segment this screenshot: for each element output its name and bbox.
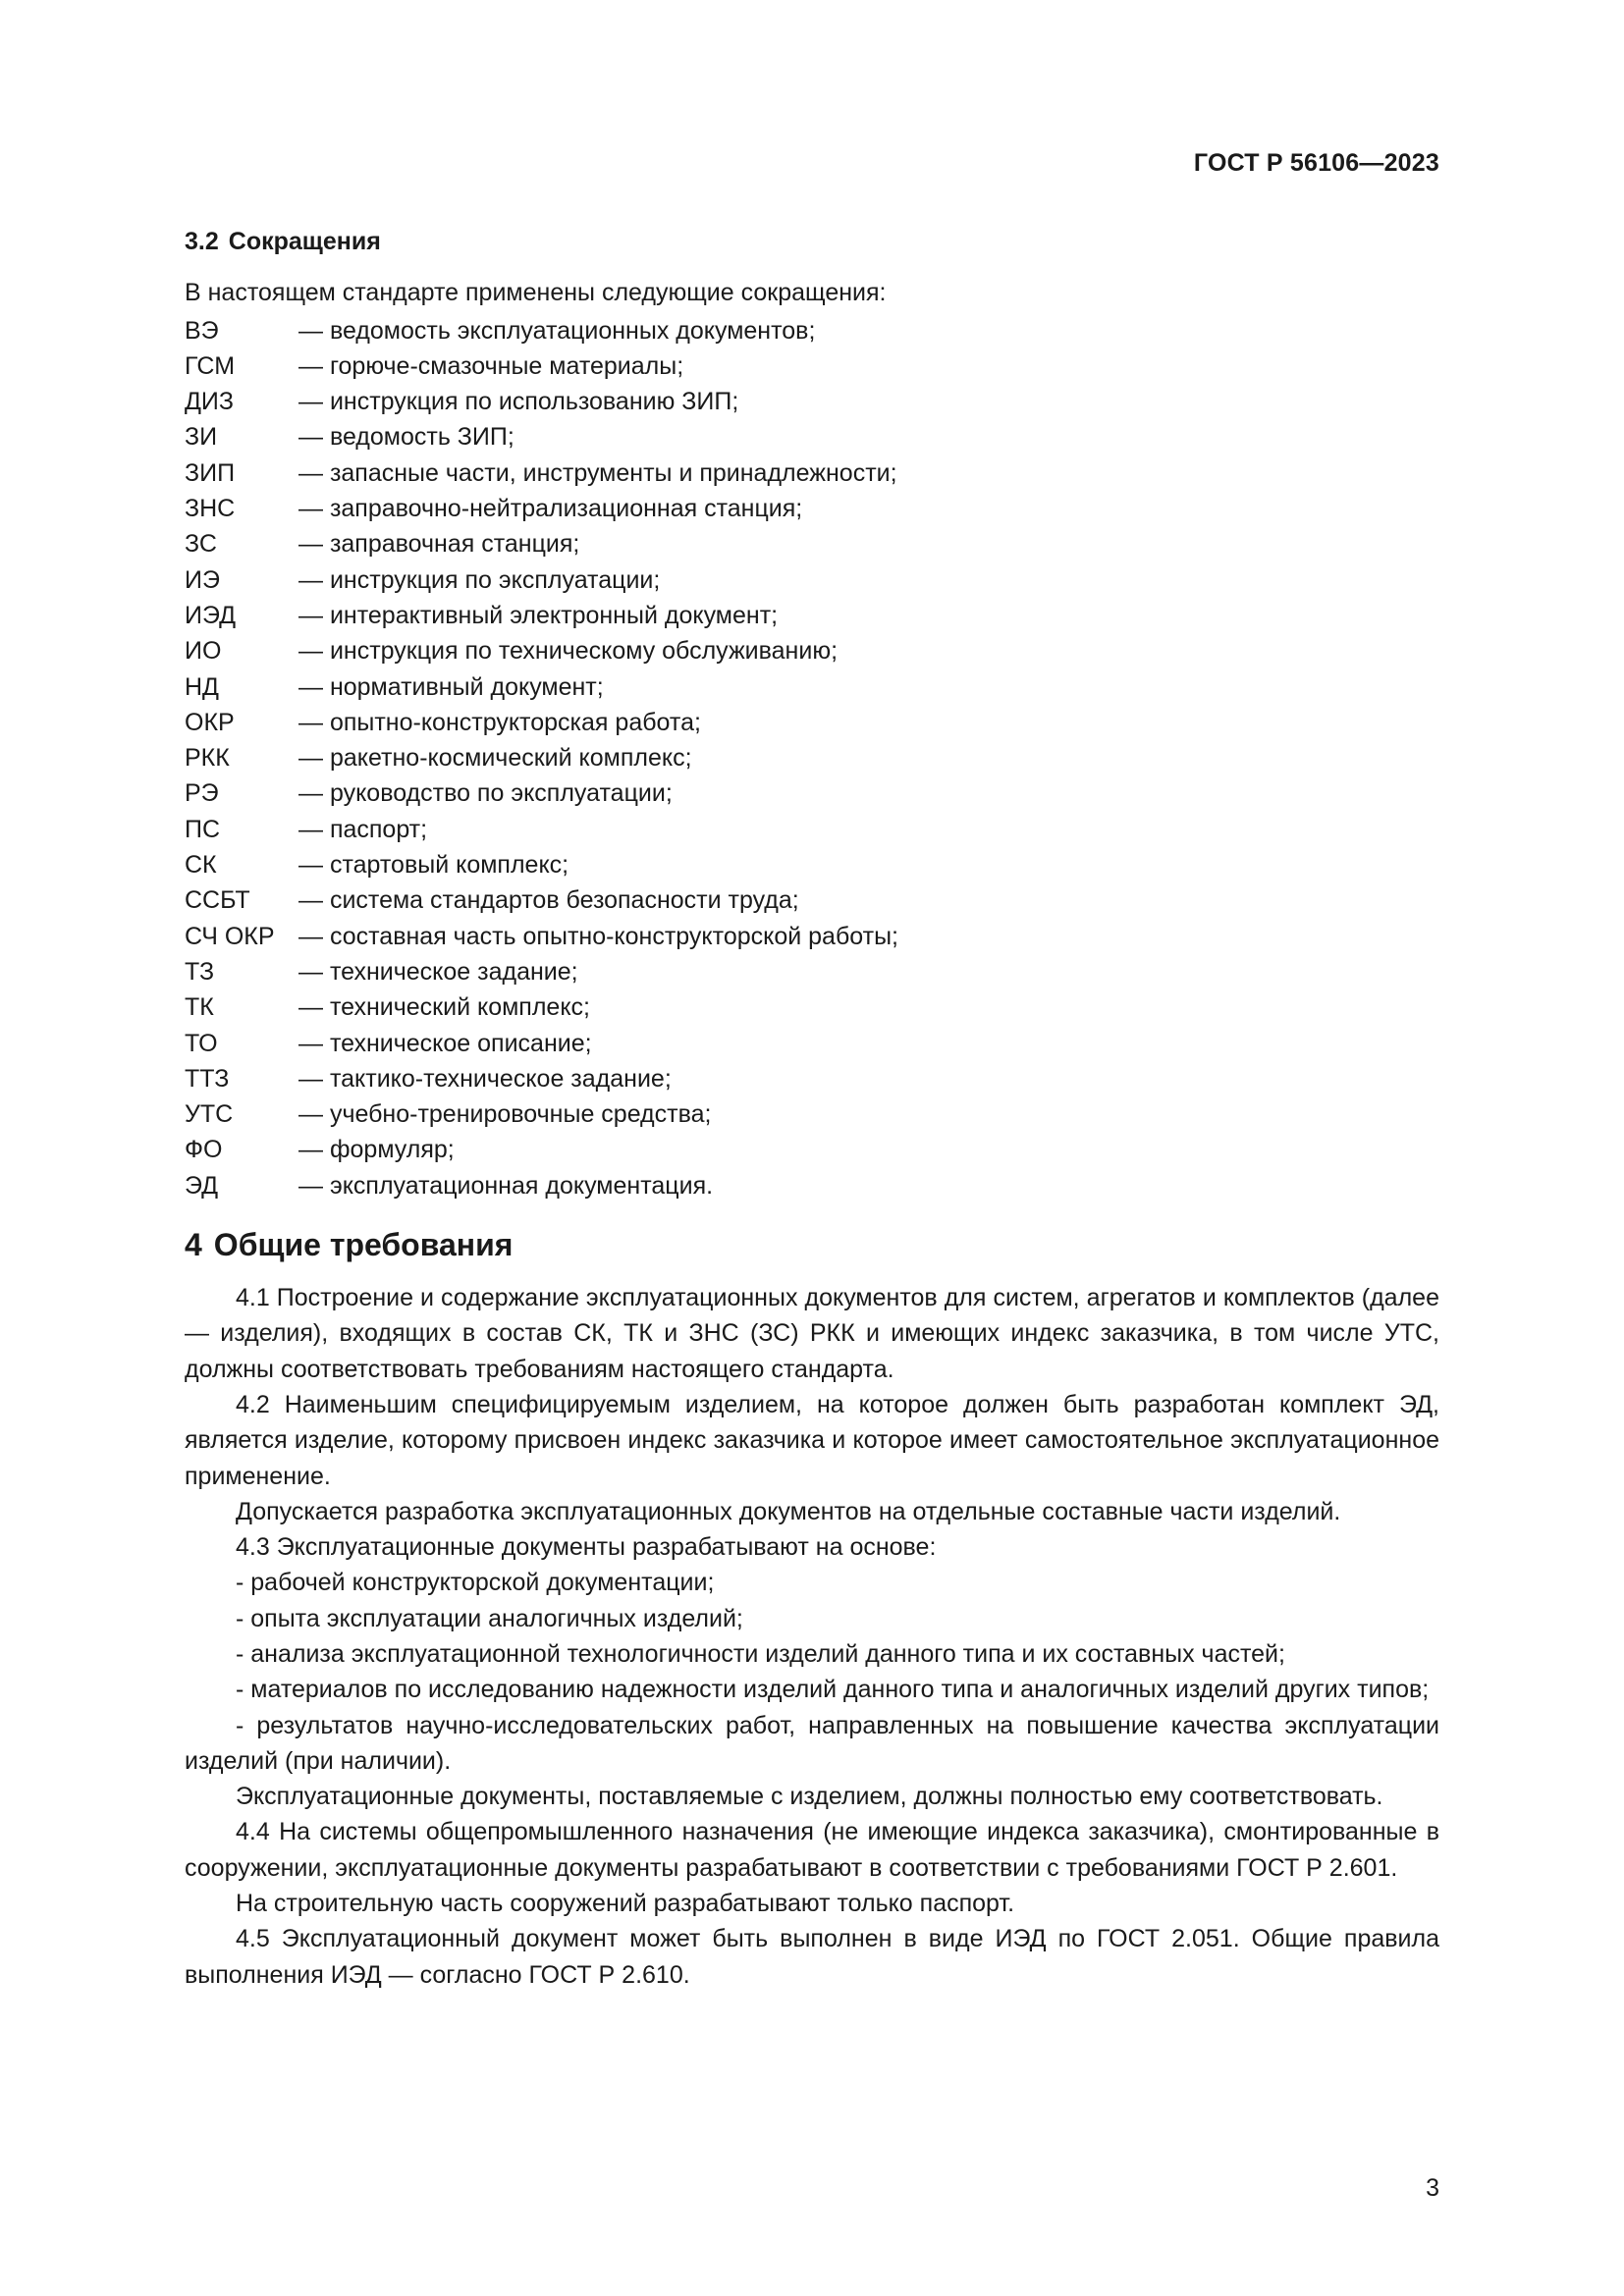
abbreviation-row bbox=[185, 882, 1439, 918]
abbreviation-term: СЧ ОКР bbox=[185, 922, 275, 950]
paragraph: Допускается разработка эксплуатационных документов на отдельные составные части изделий. bbox=[236, 1497, 1341, 1525]
paragraph: На строительную часть сооружений разрабатывают только паспорт. bbox=[236, 1890, 1015, 1918]
page-number: 3 bbox=[1426, 2174, 1439, 2202]
abbreviation-row bbox=[185, 705, 1439, 740]
abbreviation-definition: — интерактивный электронный документ; bbox=[298, 601, 779, 629]
abbreviation-term: ПС bbox=[185, 815, 221, 843]
abbreviation-term: ИЭД bbox=[185, 601, 237, 629]
paragraph: 4.1 Построение и содержание эксплуатационных документов для систем, агрегатов и комплектов (далее — изделия), входящих в состав СК, ТК и ЗНС (ЗС) РКК и имеющих индекс заказчика, в том числе УТС, должны соответствовать требованиям настоящего стандарта. bbox=[185, 1284, 1439, 1383]
abbreviation-term: НД bbox=[185, 672, 219, 701]
document-code-header: ГОСТ Р 56106—2023 bbox=[1193, 149, 1439, 177]
abbreviation-row bbox=[185, 633, 1439, 668]
abbreviation-row bbox=[185, 669, 1439, 705]
paragraph: Эксплуатационные документы, поставляемые с изделием, должны полностью ему соответствовать. bbox=[236, 1783, 1383, 1811]
abbreviation-term: ИЭ bbox=[185, 565, 220, 594]
abbreviation-definition: — горюче-смазочные материалы; bbox=[298, 351, 684, 380]
abbreviation-definition: — инструкция по техническому обслуживанию; bbox=[298, 637, 839, 666]
abbreviation-definition: — ведомость ЗИП; bbox=[298, 423, 514, 452]
abbreviation-term: ЗНС bbox=[185, 495, 236, 523]
abbreviation-row bbox=[185, 1132, 1439, 1167]
abbreviation-term: ФО bbox=[185, 1136, 223, 1164]
paragraph: 4.5 Эксплуатационный документ может быть выполнен в виде ИЭД по ГОСТ 2.051. Общие правила выполнения ИЭД — согласно ГОСТ Р 2.610. bbox=[185, 1925, 1439, 1989]
abbreviation-definition: — инструкция по эксплуатации; bbox=[298, 565, 661, 594]
abbreviation-term: ТЗ bbox=[185, 957, 215, 986]
abbreviation-row bbox=[185, 1096, 1439, 1132]
abbreviation-definition: — стартовый комплекс; bbox=[298, 851, 569, 880]
abbreviation-term: ЗИП bbox=[185, 458, 236, 487]
abbreviation-term: ВЭ bbox=[185, 316, 219, 345]
abbreviation-row bbox=[185, 348, 1439, 384]
abbreviation-definition: — заправочно-нейтрализационная станция; bbox=[298, 495, 803, 523]
abbreviation-definition: — техническое описание; bbox=[298, 1029, 592, 1057]
abbreviation-definition: — система стандартов безопасности труда; bbox=[298, 886, 799, 915]
abbreviation-term: ТТЗ bbox=[185, 1064, 230, 1093]
abbreviation-term: ТК bbox=[185, 993, 214, 1022]
abbreviations-intro: В настоящем стандарте применены следующие сокращения: bbox=[185, 279, 887, 307]
abbreviation-definition: — учебно-тренировочные средства; bbox=[298, 1100, 712, 1129]
paragraph: 4.3 Эксплуатационные документы разрабатывают на основе: bbox=[236, 1533, 937, 1562]
abbreviation-term: ГСМ bbox=[185, 351, 236, 380]
abbreviation-row bbox=[185, 1168, 1439, 1203]
abbreviation-term: ССБТ bbox=[185, 886, 250, 915]
list-item: - опыта эксплуатации аналогичных изделий; bbox=[236, 1604, 743, 1632]
abbreviation-term: ЗИ bbox=[185, 423, 218, 452]
section-number: 3.2 bbox=[185, 228, 219, 255]
list-item: - рабочей конструкторской документации; bbox=[236, 1569, 715, 1597]
list-item: - результатов научно-исследовательских работ, направленных на повышение качества эксплуатации изделий (при наличии). bbox=[185, 1711, 1439, 1775]
abbreviation-term: РКК bbox=[185, 744, 230, 773]
abbreviation-term: СК bbox=[185, 851, 217, 880]
abbreviation-definition: — инструкция по использованию ЗИП; bbox=[298, 388, 739, 416]
abbreviation-definition: — тактико-техническое задание; bbox=[298, 1064, 672, 1093]
list-item: - анализа эксплуатационной технологичности изделий данного типа и их составных частей; bbox=[236, 1639, 1285, 1668]
abbreviation-row bbox=[185, 812, 1439, 847]
abbreviation-definition: — ракетно-космический комплекс; bbox=[298, 744, 692, 773]
abbreviation-term: ТО bbox=[185, 1029, 218, 1057]
abbreviations-list bbox=[185, 313, 1439, 1203]
abbreviation-term: УТС bbox=[185, 1100, 234, 1129]
abbreviation-definition: — опытно-конструкторская работа; bbox=[298, 708, 701, 736]
abbreviation-definition: — технический комплекс; bbox=[298, 993, 590, 1022]
abbreviation-row bbox=[185, 384, 1439, 419]
abbreviation-definition: — формуляр; bbox=[298, 1136, 455, 1164]
abbreviation-term: ДИЗ bbox=[185, 388, 234, 416]
section-4-heading bbox=[185, 1225, 1439, 1264]
abbreviation-row bbox=[185, 989, 1439, 1025]
page-content bbox=[185, 224, 1439, 1993]
section-title: Общие требования bbox=[213, 1227, 514, 1263]
abbreviation-definition: — ведомость эксплуатационных документов; bbox=[298, 316, 816, 345]
abbreviation-term: ОКР bbox=[185, 708, 235, 736]
abbreviation-definition: — эксплуатационная документация. bbox=[298, 1171, 714, 1200]
abbreviation-definition: — руководство по эксплуатации; bbox=[298, 779, 673, 808]
abbreviation-definition: — составная часть опытно-конструкторской работы; bbox=[298, 922, 898, 950]
abbreviation-term: ЭД bbox=[185, 1171, 219, 1200]
paragraph: 4.2 Наименьшим специфицируемым изделием, на которое должен быть разработан комплект ЭД, является изделие, которому присвоен индекс заказчика и которое имеет самостоятельное эксплуатационное применение. bbox=[185, 1390, 1439, 1490]
abbreviation-row bbox=[185, 1061, 1439, 1096]
abbreviation-row bbox=[185, 526, 1439, 561]
abbreviation-row bbox=[185, 455, 1439, 491]
abbreviation-definition: — заправочная станция; bbox=[298, 530, 580, 559]
abbreviation-term: ЗС bbox=[185, 530, 217, 559]
abbreviation-definition: — запасные части, инструменты и принадлежности; bbox=[298, 458, 897, 487]
abbreviation-row bbox=[185, 419, 1439, 454]
abbreviation-row bbox=[185, 919, 1439, 954]
abbreviation-row bbox=[185, 1026, 1439, 1061]
abbreviation-row bbox=[185, 740, 1439, 775]
abbreviation-row bbox=[185, 562, 1439, 598]
abbreviation-definition: — паспорт; bbox=[298, 815, 428, 843]
paragraph: 4.4 На системы общепромышленного назначения (не имеющие индекса заказчика), смонтированные в сооружении, эксплуатационные документы разрабатывают в соответствии с требованиями ГОСТ Р 2.601. bbox=[185, 1818, 1439, 1882]
abbreviation-row bbox=[185, 313, 1439, 348]
section-3-2-heading bbox=[185, 224, 1439, 259]
list-item: - материалов по исследованию надежности изделий данного типа и аналогичных изделий других типов; bbox=[236, 1676, 1430, 1704]
abbreviation-row bbox=[185, 775, 1439, 811]
abbreviation-row bbox=[185, 598, 1439, 633]
abbreviation-term: ИО bbox=[185, 637, 222, 666]
abbreviation-row bbox=[185, 491, 1439, 526]
section-title: Сокращения bbox=[228, 228, 381, 255]
abbreviation-term: РЭ bbox=[185, 779, 219, 808]
section-number: 4 bbox=[185, 1227, 202, 1263]
abbreviation-row bbox=[185, 847, 1439, 882]
abbreviation-definition: — нормативный документ; bbox=[298, 672, 604, 701]
abbreviation-row bbox=[185, 954, 1439, 989]
abbreviation-definition: — техническое задание; bbox=[298, 957, 578, 986]
section-4-body bbox=[185, 1280, 1439, 1993]
